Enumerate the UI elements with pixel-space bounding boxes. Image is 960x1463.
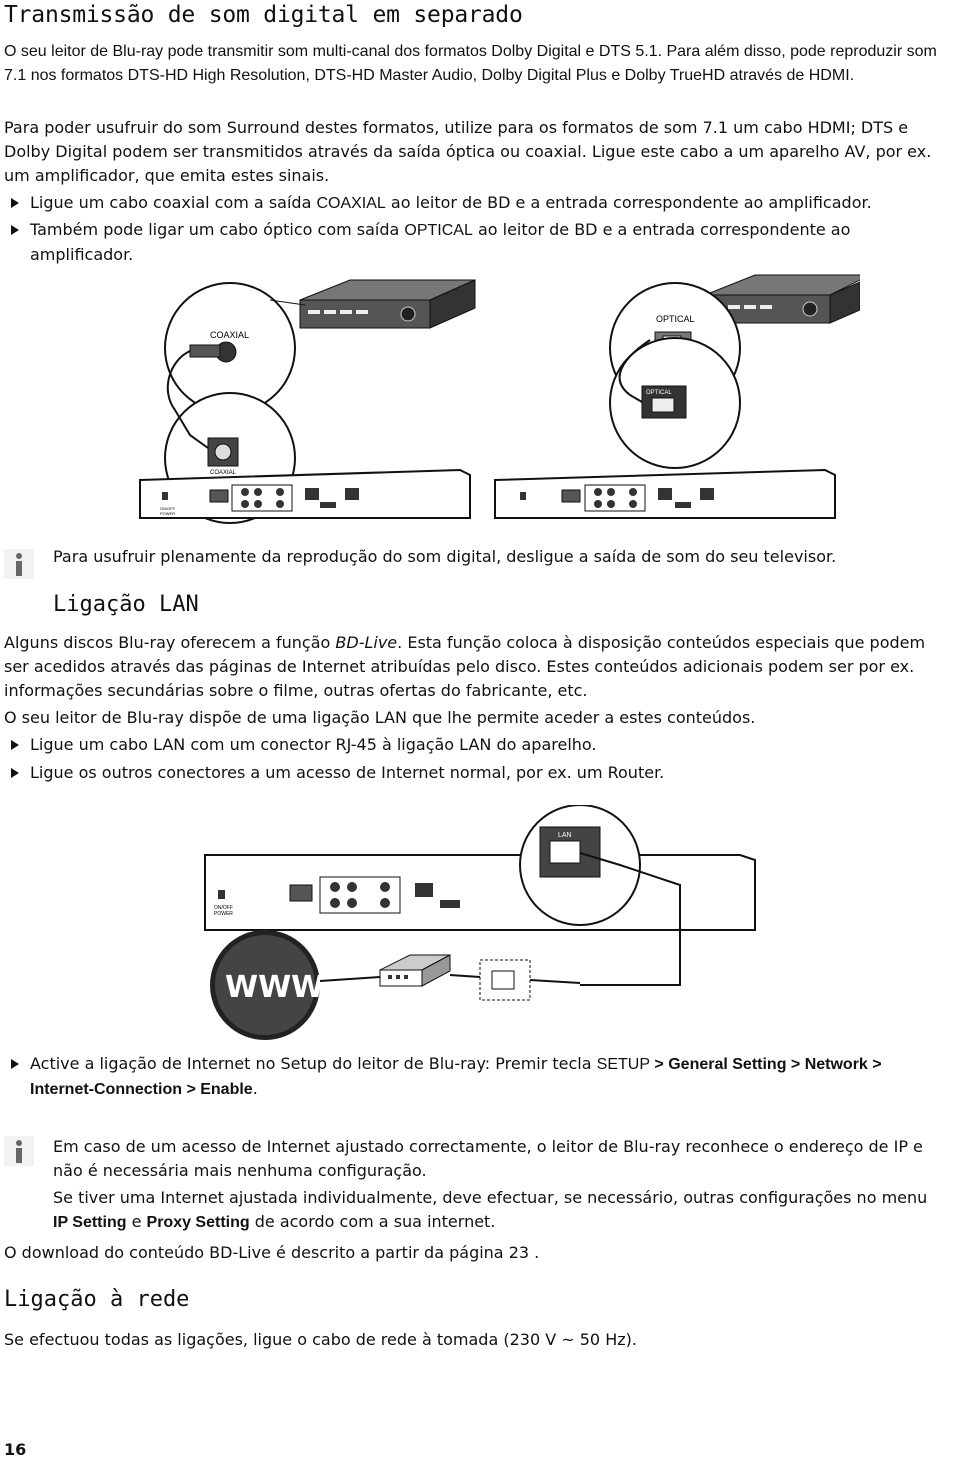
- info-icon: [4, 549, 34, 579]
- bullet-coaxial: Ligue um cabo coaxial com a saída COAXIAL ao leitor de BD e a entrada correspondente ao amplificador.: [4, 191, 946, 216]
- lan-connection-diagram: [200, 805, 760, 1045]
- bullet-router: Ligue os outros conectores a um acesso de Internet normal, por ex. um Router.: [4, 761, 946, 785]
- audio-connection-diagram: [130, 270, 860, 530]
- svg-text:OPTICAL: OPTICAL: [656, 314, 695, 324]
- svg-text:POWER: POWER: [160, 511, 176, 516]
- svg-text:LAN: LAN: [558, 832, 572, 839]
- paragraph-multichannel: O seu leitor de Blu-ray pode transmitir som multi-canal dos formatos Dolby Digital e DTS 5.1. Para além disso, pode reproduzir som 7.1 nos formatos DTS-HD High Resolution, DTS-HD Master Audio, Dolby Digital Plus e Dolby TrueHD através de HDMI.: [4, 43, 937, 84]
- note-ip-manual: Se tiver uma Internet ajustada individualmente, deve efectuar, se necessário, outras configurações no menu IP Setting e Proxy Setting de acordo com a sua internet.: [53, 1188, 928, 1231]
- page-number: 16: [4, 1440, 27, 1459]
- paragraph-bd-live: Alguns discos Blu-ray oferecem a função BD-Live. Esta função coloca à disposição conteúdos especiais que podem ser acedidos através das páginas de Internet atribuídas pelo disco. Estes conteúdos adicionais podem ser por ex. informações secundárias sobre o filme, outras ofertas do fabricante, etc.: [4, 633, 926, 700]
- svg-text:WWW: WWW: [225, 970, 325, 1005]
- section-heading-digital-sound: Transmissão de som digital em separado: [4, 2, 523, 28]
- section-heading-lan: Ligação LAN: [53, 592, 199, 617]
- section-heading-power: Ligação à rede: [4, 1287, 190, 1312]
- info-icon: [4, 1136, 34, 1166]
- amplifier-left: [300, 280, 475, 328]
- svg-text:POWER: POWER: [214, 911, 233, 917]
- note-tv-sound: Para usufruir plenamente da reprodução do som digital, desligue a saída de som do seu televisor.: [53, 547, 837, 566]
- paragraph-surround: Para poder usufruir do som Surround destes formatos, utilize para os formatos de som 7.1 um cabo HDMI; DTS e Dolby Digital podem ser transmitidos através da saída óptica ou coaxial. Ligue este cabo a um aparelho AV, por ex. um amplificador, que emita estes sinais.: [4, 118, 932, 185]
- svg-text:COAXIAL: COAXIAL: [210, 330, 250, 340]
- svg-text:ON/OFF: ON/OFF: [160, 506, 176, 511]
- bluray-player-right: [495, 470, 835, 518]
- bullet-lan-cable: Ligue um cabo LAN com um conector RJ-45 à ligação LAN do aparelho.: [4, 733, 946, 757]
- paragraph-bd-live-download: O download do conteúdo BD-Live é descrito a partir da página 23 .: [4, 1243, 540, 1262]
- paragraph-power-cable: Se efectuou todas as ligações, ligue o cabo de rede à tomada (230 V ~ 50 Hz).: [4, 1330, 637, 1349]
- bluray-player-back: [205, 855, 755, 930]
- svg-text:ON/OFF: ON/OFF: [214, 905, 233, 911]
- bullet-optical: Também pode ligar um cabo óptico com saída OPTICAL ao leitor de BD e a entrada correspondente ao amplificador.: [4, 218, 946, 267]
- svg-text:COAXIAL: COAXIAL: [210, 470, 237, 476]
- note-ip-auto: Em caso de um acesso de Internet ajustado correctamente, o leitor de Blu-ray reconhece o endereço de IP e não é necessária mais nenhuma configuração.: [53, 1137, 923, 1180]
- paragraph-lan-port: O seu leitor de Blu-ray dispõe de uma ligação LAN que lhe permite aceder a estes conteúdos.: [4, 708, 756, 727]
- router-icon: [380, 970, 422, 986]
- svg-text:OPTICAL: OPTICAL: [646, 390, 672, 396]
- bullet-activate-internet: Active a ligação de Internet no Setup do leitor de Blu-ray: Premir tecla SETUP > General Setting > Network > Internet-Connection > Enable.: [4, 1052, 946, 1102]
